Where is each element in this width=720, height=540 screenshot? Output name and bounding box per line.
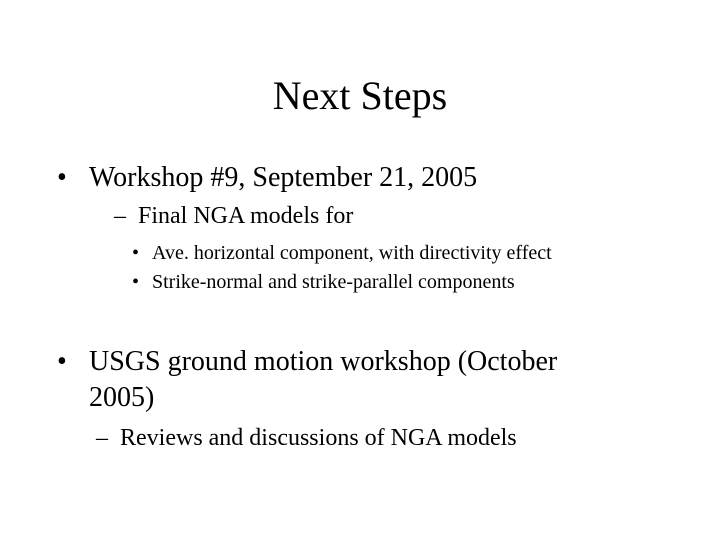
bullet-usgs-workshop-line1: USGS ground motion workshop (October: [89, 346, 558, 377]
bullet-icon: •: [132, 242, 140, 264]
sub-bullet-reviews: Reviews and discussions of NGA models: [120, 425, 517, 451]
bullet-icon: •: [57, 162, 67, 193]
slide-title: Next Steps: [272, 73, 448, 118]
dash-icon: –: [114, 203, 126, 229]
sub-sub-bullet-ave-horizontal: Ave. horizontal component, with directivity effect: [152, 242, 552, 264]
sub-bullet-final-nga-models: Final NGA models for: [138, 203, 354, 229]
bullet-icon: •: [57, 346, 67, 377]
sub-sub-bullet-strike-normal: Strike-normal and strike-parallel components: [152, 271, 515, 293]
dash-icon: –: [96, 425, 108, 451]
bullet-usgs-workshop-line2: 2005): [89, 382, 155, 413]
bullet-workshop-9: Workshop #9, September 21, 2005: [89, 162, 478, 193]
bullet-icon: •: [132, 271, 140, 293]
